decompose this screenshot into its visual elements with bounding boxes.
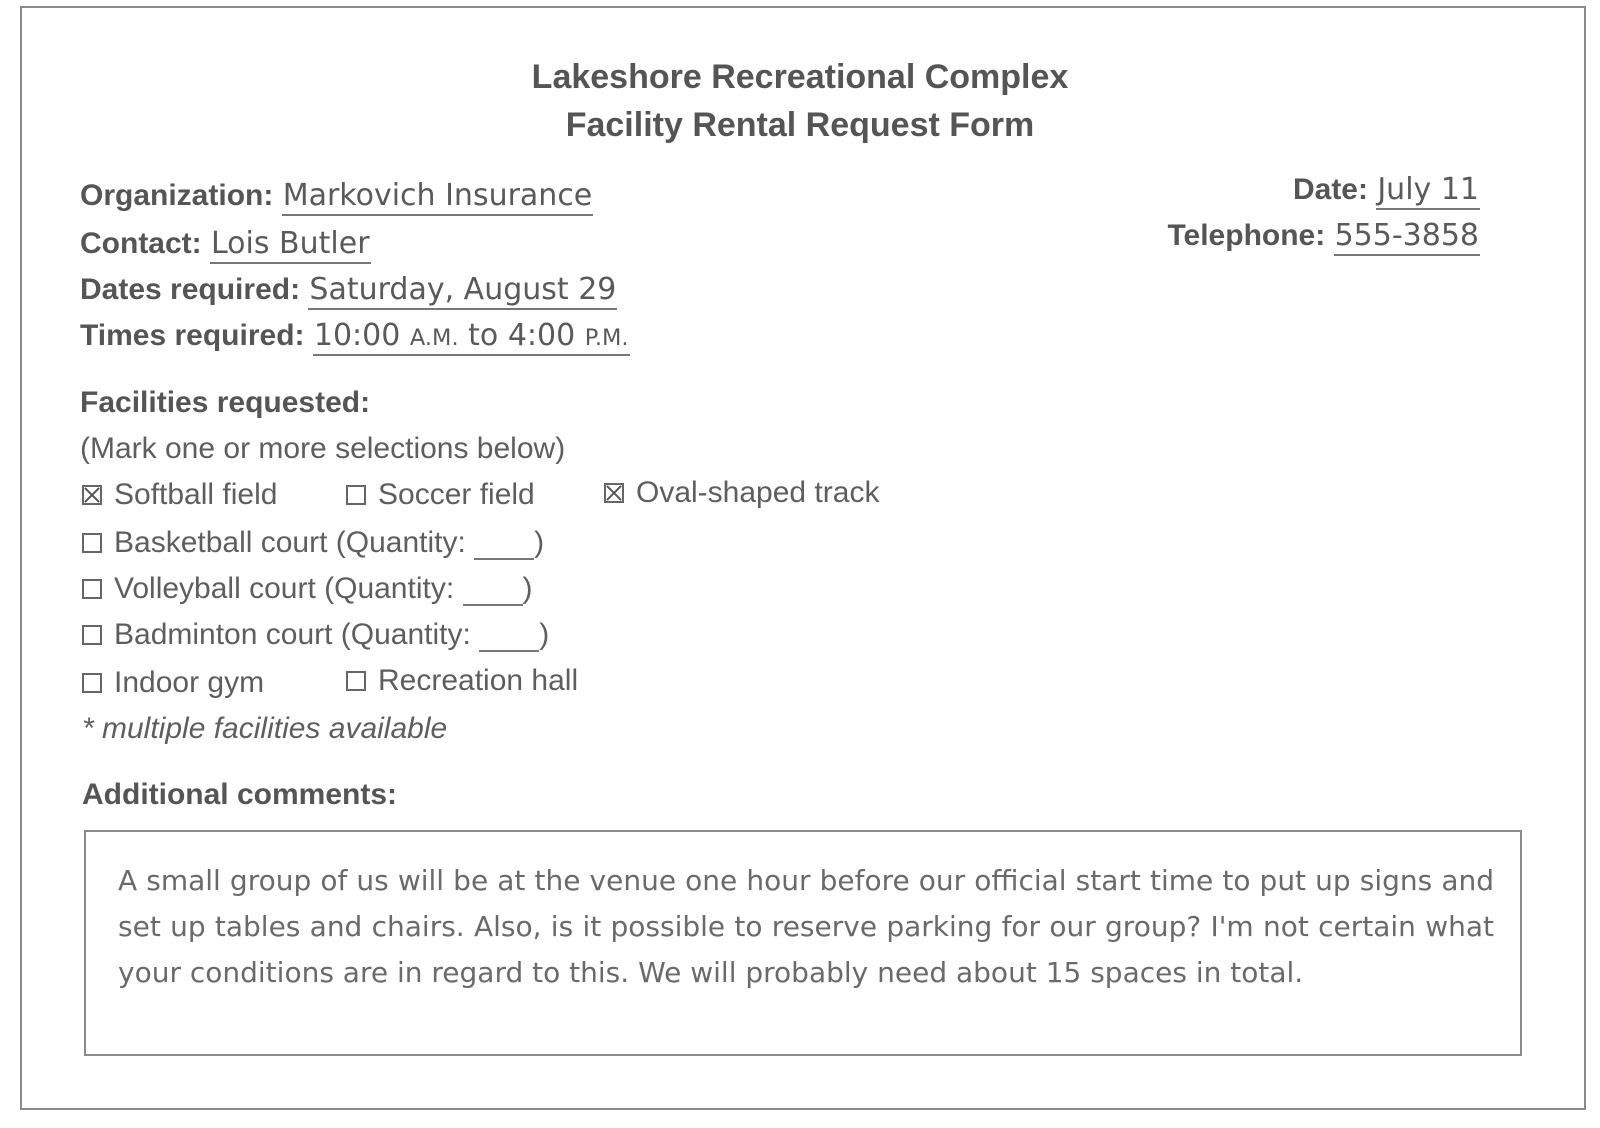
date-label: Date: [1292,173,1368,206]
times-row [80,318,630,353]
volleyball-checkbox[interactable] [82,579,102,599]
facility-softball [82,478,277,512]
facilities-heading: Facilities requested: [80,386,371,419]
telephone-value: 555-3858 [1334,218,1480,256]
volleyball-quantity-blank[interactable] [463,580,523,606]
organization-label: Organization: [80,179,274,212]
telephone-row [1167,218,1480,253]
recreation-hall-label: Recreation hall [378,664,579,697]
recreation-hall-checkbox[interactable] [346,671,366,691]
times-to: to [468,318,499,353]
badminton-close: ) [539,618,550,651]
track-label: Oval-shaped track [636,476,880,509]
form-title-line2: Facility Rental Request Form [565,106,1035,144]
facility-track [604,476,879,510]
contact-label: Contact: [80,227,202,260]
basketball-checkbox[interactable] [82,533,102,553]
basketball-quantity-blank[interactable] [474,534,534,560]
facility-indoor-gym [82,666,264,700]
facility-recreation-hall [346,664,578,698]
facility-volleyball [82,572,533,606]
times-value [313,318,630,356]
times-end: 4:00 [507,318,576,353]
comments-heading: Additional comments: [82,778,398,811]
times-label: Times required: [80,319,305,352]
date-row [1293,172,1480,207]
facilities-instruction: (Mark one or more selections below) [80,432,566,465]
facilities-note: * multiple facilities available [82,712,448,745]
indoor-gym-checkbox[interactable] [82,673,102,693]
dates-value: Saturday, August 29 [308,272,617,310]
comments-box[interactable] [84,830,1522,1056]
dates-label: Dates required: [80,273,301,306]
contact-row [80,226,371,261]
softball-checkbox[interactable] [82,485,102,505]
telephone-label: Telephone: [1167,219,1326,252]
badminton-label: Badminton court (Quantity: [114,618,471,651]
basketball-label: Basketball court (Quantity: [114,526,466,559]
facility-badminton [82,618,549,652]
badminton-checkbox[interactable] [82,625,102,645]
volleyball-label: Volleyball court (Quantity: [114,572,455,605]
volleyball-close: ) [522,572,533,605]
organization-value: Markovich Insurance [282,178,594,216]
soccer-label: Soccer field [378,478,535,511]
softball-label: Softball field [114,478,278,511]
badminton-quantity-blank[interactable] [479,626,539,652]
basketball-close: ) [534,526,545,559]
times-start: 10:00 [313,318,401,353]
indoor-gym-label: Indoor gym [114,666,265,699]
contact-value: Lois Butler [210,226,371,264]
times-end-suffix: P.M. [584,325,629,351]
facility-basketball [82,526,544,560]
track-checkbox[interactable] [604,483,624,503]
dates-row [80,272,617,307]
soccer-checkbox[interactable] [346,485,366,505]
comments-text: A small group of us will be at the venue one hour before our official start time to put up signs and set up tables and chairs. Also, is it possible to reserve parking for our group? I'm not certain what your conditions are in regard to this. We will probably need about 15 spaces in total. [118,864,1494,989]
times-start-suffix: A.M. [409,325,459,351]
organization-row [80,178,593,213]
facility-soccer [346,478,535,512]
date-value: July 11 [1376,172,1480,210]
form-title-line1: Lakeshore Recreational Complex [531,58,1069,96]
